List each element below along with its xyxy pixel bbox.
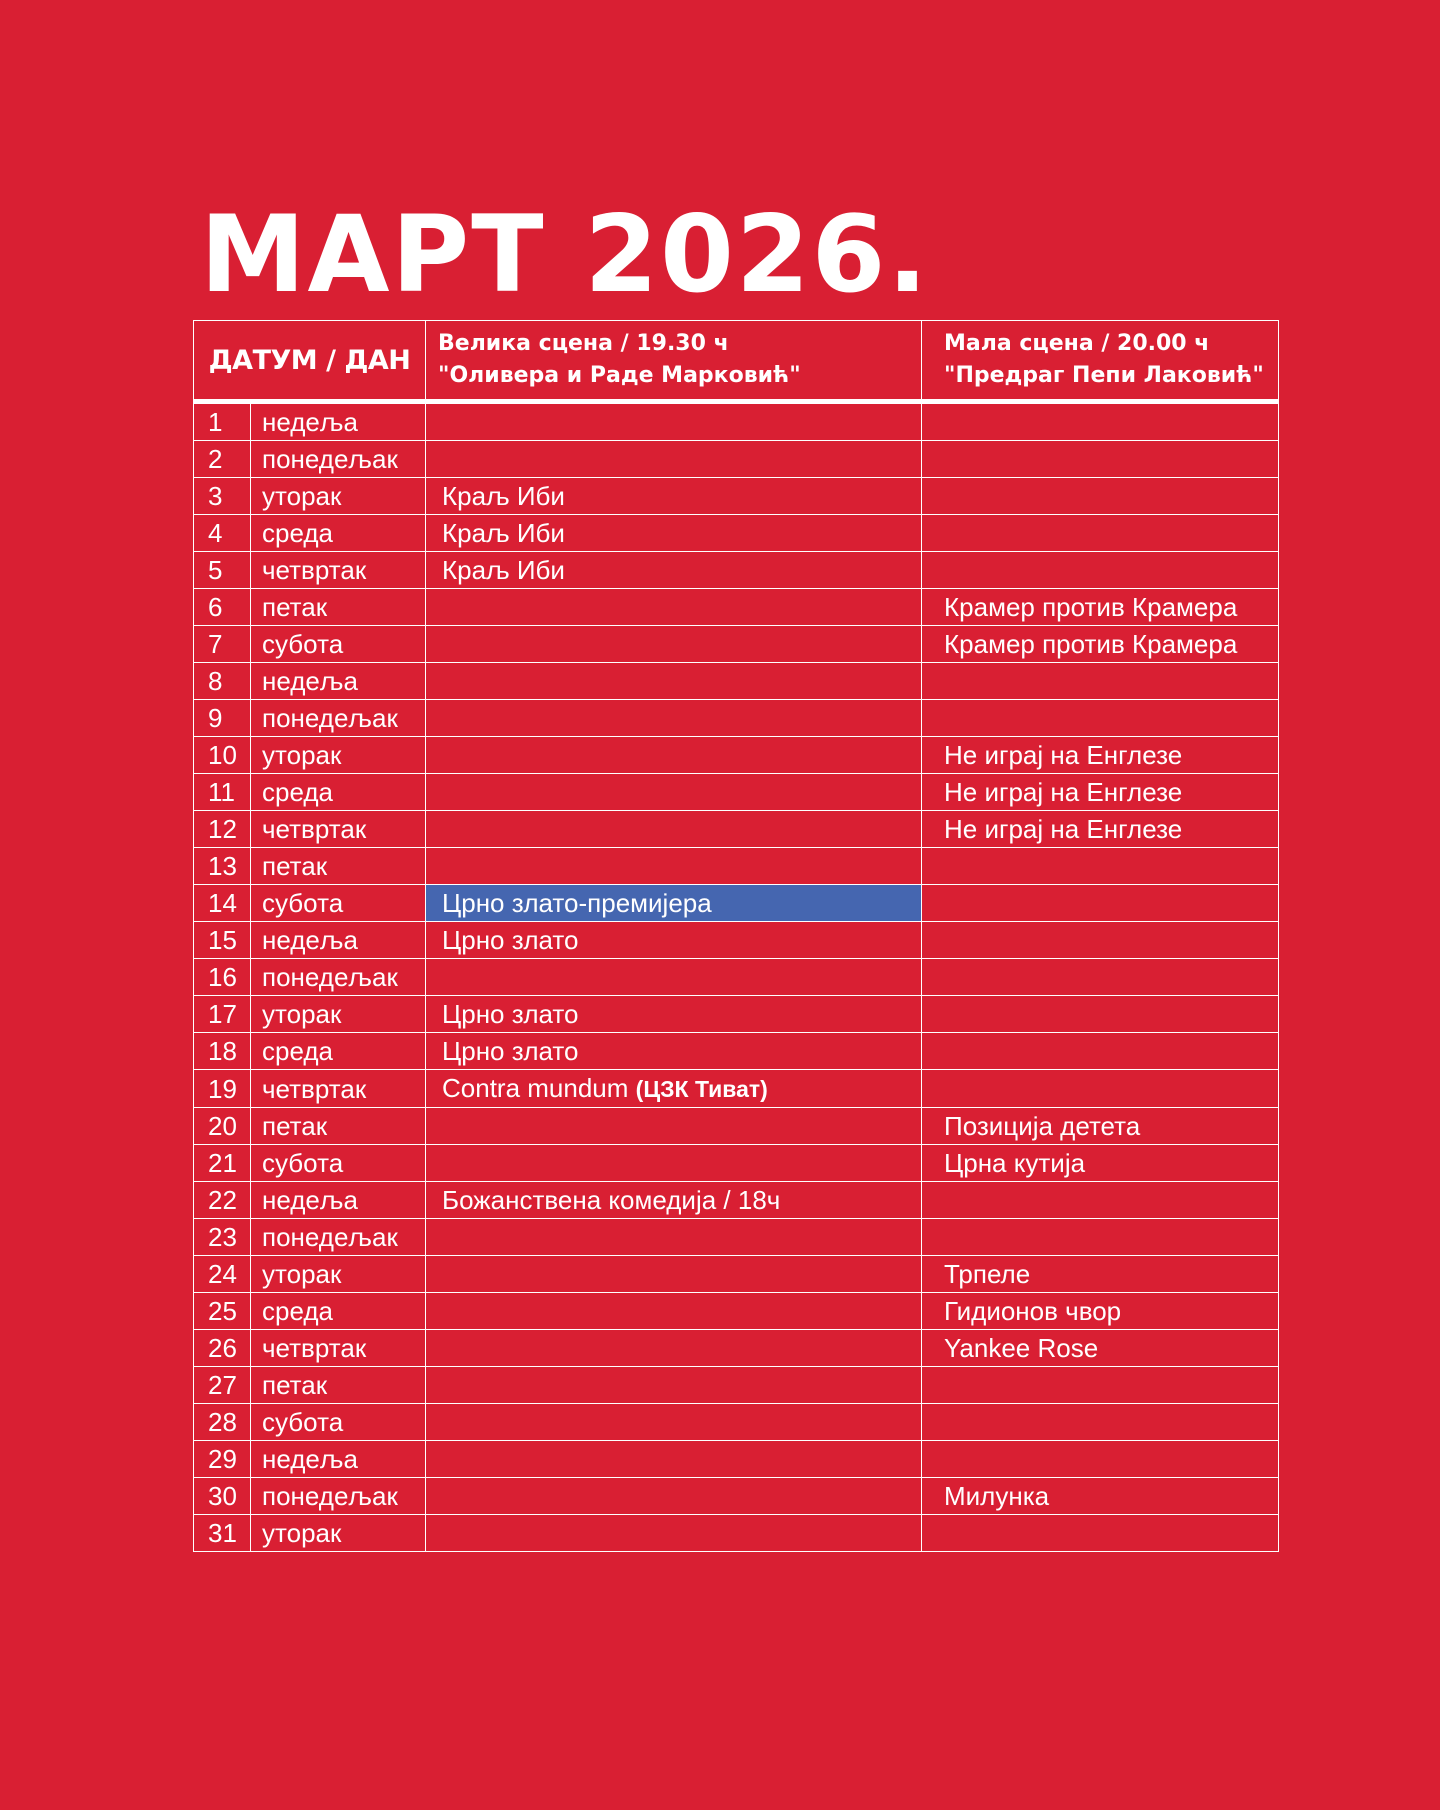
date-number: 2 xyxy=(194,441,251,478)
date-number: 3 xyxy=(194,478,251,515)
big-stage-show xyxy=(426,885,922,922)
table-row xyxy=(194,552,1279,589)
weekday: уторак xyxy=(251,1515,426,1552)
weekday: среда xyxy=(251,515,426,552)
small-stage-show xyxy=(922,1367,1279,1404)
date-number: 7 xyxy=(194,626,251,663)
small-stage-show: Не играј на Енглезе xyxy=(922,811,1279,848)
small-stage-show xyxy=(922,1219,1279,1256)
date-number: 8 xyxy=(194,663,251,700)
date-number: 24 xyxy=(194,1256,251,1293)
big-stage-show-title: Contra mundum xyxy=(442,1073,629,1103)
table-row xyxy=(194,1441,1279,1478)
weekday: среда xyxy=(251,774,426,811)
big-stage-show xyxy=(426,1367,922,1404)
table-row xyxy=(194,1330,1279,1367)
weekday: понедељак xyxy=(251,1219,426,1256)
weekday: понедељак xyxy=(251,700,426,737)
schedule-table xyxy=(193,320,1279,1552)
big-stage-show xyxy=(426,996,922,1033)
small-stage-name: "Предраг Пепи Лаковић" xyxy=(944,363,1264,388)
date-number: 1 xyxy=(194,402,251,441)
header-small-stage xyxy=(922,321,1279,402)
small-stage-show: Црна кутија xyxy=(922,1145,1279,1182)
big-stage-show-title: Божанствена комедија / 18ч xyxy=(442,1185,781,1215)
small-stage-show xyxy=(922,1441,1279,1478)
table-row xyxy=(194,922,1279,959)
small-stage-show xyxy=(922,885,1279,922)
header-date-day: ДАТУМ / ДАН xyxy=(194,321,426,402)
date-number: 27 xyxy=(194,1367,251,1404)
big-stage-show-title: Црно злато xyxy=(442,925,579,955)
table-row xyxy=(194,1219,1279,1256)
big-stage-show xyxy=(426,1033,922,1070)
weekday: четвртак xyxy=(251,552,426,589)
weekday: субота xyxy=(251,885,426,922)
date-number: 26 xyxy=(194,1330,251,1367)
table-row xyxy=(194,996,1279,1033)
weekday: уторак xyxy=(251,737,426,774)
weekday: недеља xyxy=(251,922,426,959)
table-row xyxy=(194,1515,1279,1552)
weekday: четвртак xyxy=(251,1330,426,1367)
big-stage-show xyxy=(426,1256,922,1293)
weekday: недеља xyxy=(251,1441,426,1478)
small-stage-show xyxy=(922,515,1279,552)
table-row xyxy=(194,515,1279,552)
date-number: 22 xyxy=(194,1182,251,1219)
weekday: петак xyxy=(251,1367,426,1404)
table-row xyxy=(194,811,1279,848)
big-stage-show xyxy=(426,1330,922,1367)
date-number: 11 xyxy=(194,774,251,811)
date-number: 16 xyxy=(194,959,251,996)
big-stage-show xyxy=(426,1441,922,1478)
big-stage-show xyxy=(426,774,922,811)
date-number: 23 xyxy=(194,1219,251,1256)
table-row xyxy=(194,737,1279,774)
weekday: петак xyxy=(251,848,426,885)
weekday: понедељак xyxy=(251,441,426,478)
big-stage-show xyxy=(426,626,922,663)
big-stage-time: Велика сцена / 19.30 ч xyxy=(438,331,729,356)
weekday: уторак xyxy=(251,996,426,1033)
weekday: субота xyxy=(251,1404,426,1441)
small-stage-show xyxy=(922,1515,1279,1552)
small-stage-show xyxy=(922,1070,1279,1108)
weekday: уторак xyxy=(251,478,426,515)
small-stage-show xyxy=(922,402,1279,441)
small-stage-show xyxy=(922,996,1279,1033)
small-stage-show xyxy=(922,441,1279,478)
date-number: 12 xyxy=(194,811,251,848)
table-row xyxy=(194,959,1279,996)
big-stage-show xyxy=(426,478,922,515)
date-number: 6 xyxy=(194,589,251,626)
date-number: 28 xyxy=(194,1404,251,1441)
big-stage-show xyxy=(426,515,922,552)
big-stage-show xyxy=(426,1070,922,1108)
small-stage-show xyxy=(922,1033,1279,1070)
small-stage-show: Позиција детета xyxy=(922,1108,1279,1145)
table-row xyxy=(194,402,1279,441)
big-stage-show xyxy=(426,1515,922,1552)
date-number: 18 xyxy=(194,1033,251,1070)
weekday: недеља xyxy=(251,402,426,441)
weekday: понедељак xyxy=(251,1478,426,1515)
big-stage-show xyxy=(426,737,922,774)
small-stage-show xyxy=(922,663,1279,700)
table-row xyxy=(194,1404,1279,1441)
weekday: уторак xyxy=(251,1256,426,1293)
big-stage-show-title: Краљ Иби xyxy=(442,481,565,511)
small-stage-show: Милунка xyxy=(922,1478,1279,1515)
table-row xyxy=(194,1070,1279,1108)
small-stage-show xyxy=(922,922,1279,959)
weekday: недеља xyxy=(251,1182,426,1219)
date-number: 10 xyxy=(194,737,251,774)
table-row xyxy=(194,1478,1279,1515)
small-stage-show: Крамер против Крамера xyxy=(922,589,1279,626)
table-row xyxy=(194,441,1279,478)
table-row xyxy=(194,885,1279,922)
big-stage-show xyxy=(426,552,922,589)
small-stage-show: Не играј на Енглезе xyxy=(922,737,1279,774)
table-row xyxy=(194,589,1279,626)
schedule-body xyxy=(194,402,1279,1552)
table-row xyxy=(194,774,1279,811)
small-stage-show: Трпеле xyxy=(922,1256,1279,1293)
date-number: 19 xyxy=(194,1070,251,1108)
small-stage-show: Не играј на Енглезе xyxy=(922,774,1279,811)
table-header-row xyxy=(194,321,1279,402)
big-stage-show xyxy=(426,959,922,996)
table-row xyxy=(194,1256,1279,1293)
table-row xyxy=(194,626,1279,663)
big-stage-show xyxy=(426,1478,922,1515)
date-number: 31 xyxy=(194,1515,251,1552)
table-row xyxy=(194,1182,1279,1219)
big-stage-show xyxy=(426,922,922,959)
weekday: четвртак xyxy=(251,1070,426,1108)
weekday: субота xyxy=(251,1145,426,1182)
weekday: недеља xyxy=(251,663,426,700)
small-stage-show xyxy=(922,478,1279,515)
date-number: 4 xyxy=(194,515,251,552)
big-stage-show xyxy=(426,1145,922,1182)
weekday: среда xyxy=(251,1293,426,1330)
small-stage-show: Гидионов чвор xyxy=(922,1293,1279,1330)
small-stage-show xyxy=(922,848,1279,885)
big-stage-show-title: Краљ Иби xyxy=(442,555,565,585)
big-stage-show xyxy=(426,441,922,478)
big-stage-show xyxy=(426,811,922,848)
date-number: 30 xyxy=(194,1478,251,1515)
date-number: 15 xyxy=(194,922,251,959)
small-stage-show xyxy=(922,1182,1279,1219)
weekday: среда xyxy=(251,1033,426,1070)
weekday: петак xyxy=(251,1108,426,1145)
big-stage-show xyxy=(426,1293,922,1330)
big-stage-show xyxy=(426,663,922,700)
table-row xyxy=(194,1293,1279,1330)
big-stage-show-note: (ЦЗК Тиват) xyxy=(635,1076,768,1102)
small-stage-show: Крамер против Крамера xyxy=(922,626,1279,663)
big-stage-show-title: Црно злато-премијера xyxy=(442,888,712,918)
weekday: четвртак xyxy=(251,811,426,848)
big-stage-show xyxy=(426,848,922,885)
date-number: 29 xyxy=(194,1441,251,1478)
big-stage-show xyxy=(426,1404,922,1441)
weekday: субота xyxy=(251,626,426,663)
small-stage-show xyxy=(922,552,1279,589)
table-row xyxy=(194,1033,1279,1070)
big-stage-show xyxy=(426,700,922,737)
big-stage-show-title: Црно злато xyxy=(442,999,579,1029)
date-number: 21 xyxy=(194,1145,251,1182)
big-stage-show-title: Црно злато xyxy=(442,1036,579,1066)
big-stage-show xyxy=(426,589,922,626)
date-number: 13 xyxy=(194,848,251,885)
date-number: 17 xyxy=(194,996,251,1033)
big-stage-show xyxy=(426,1108,922,1145)
small-stage-show xyxy=(922,700,1279,737)
date-number: 5 xyxy=(194,552,251,589)
table-row xyxy=(194,478,1279,515)
small-stage-show xyxy=(922,959,1279,996)
date-number: 9 xyxy=(194,700,251,737)
big-stage-show xyxy=(426,1182,922,1219)
date-number: 14 xyxy=(194,885,251,922)
small-stage-time: Мала сцена / 20.00 ч xyxy=(944,331,1210,356)
table-row xyxy=(194,1367,1279,1404)
date-number: 25 xyxy=(194,1293,251,1330)
big-stage-show xyxy=(426,402,922,441)
table-row xyxy=(194,663,1279,700)
big-stage-name: "Оливера и Раде Марковић" xyxy=(438,363,801,388)
big-stage-show-title: Краљ Иби xyxy=(442,518,565,548)
page-title: МАРТ 2026. xyxy=(200,193,930,316)
table-row xyxy=(194,1108,1279,1145)
header-big-stage xyxy=(426,321,922,402)
big-stage-show xyxy=(426,1219,922,1256)
small-stage-show: Yankee Rose xyxy=(922,1330,1279,1367)
weekday: понедељак xyxy=(251,959,426,996)
table-row xyxy=(194,848,1279,885)
table-row xyxy=(194,700,1279,737)
table-row xyxy=(194,1145,1279,1182)
small-stage-show xyxy=(922,1404,1279,1441)
weekday: петак xyxy=(251,589,426,626)
date-number: 20 xyxy=(194,1108,251,1145)
